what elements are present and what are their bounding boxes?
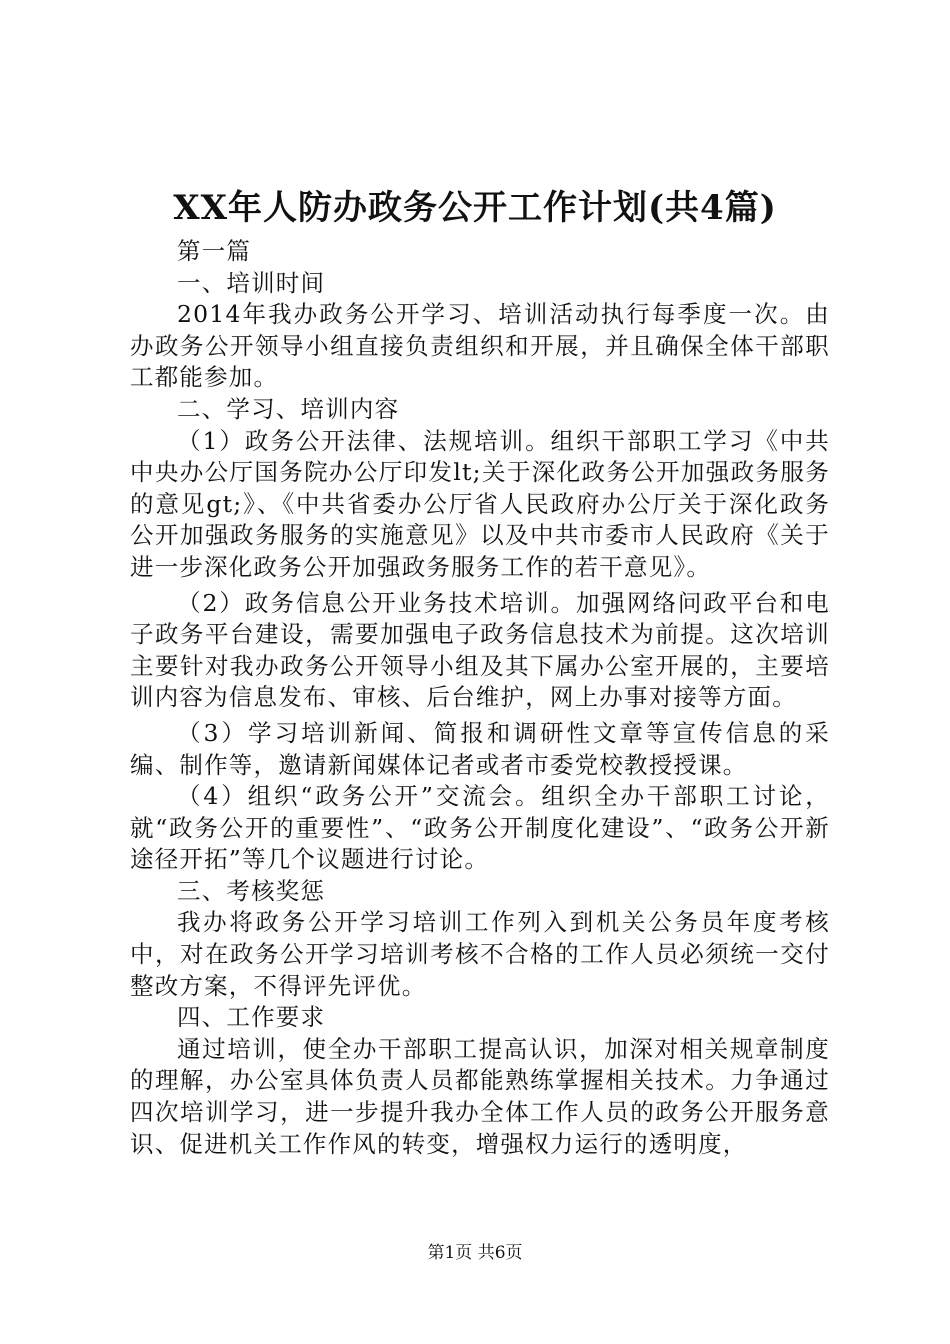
paragraph: （4）组织“政务公开”交流会。组织全办干部职工讨论，就“政务公开的重要性”、“政务公开制度化建设”、“政务公开新途径开拓”等几个议题进行讨论。: [130, 782, 830, 874]
paragraph: （1）政务公开法律、法规培训。组织干部职工学习《中共中央办公厅国务院办公厅印发lt;关于深化政务公开加强政务服务的意见gt;》、《中共省委办公厅省人民政府办公厅关于深化政务公开加强政务服务的实施意见》以及中共市委市人民政府《关于进一步深化政务公开加强政务服务工作的若干意见》。: [130, 426, 830, 581]
section-heading: 三、考核奖惩: [177, 876, 326, 905]
paragraph: （2）政务信息公开业务技术培训。加强网络问政平台和电子政务平台建设，需要加强电子政务信息技术为前提。这次培训主要针对我办政务公开领导小组及其下属办公室开展的，主要培训内容为信息发布、审核、后台维护，网上办事对接等方面。: [130, 588, 830, 712]
paragraph: 通过培训，使全办干部职工提高认识，加深对相关规章制度的理解，办公室具体负责人员都能熟练掌握相关技术。力争通过四次培训学习，进一步提升我办全体工作人员的政务公开服务意识、促进机关工作作风的转变，增强权力运行的透明度，: [130, 1034, 830, 1158]
section-label: 第一篇: [177, 237, 252, 265]
section-heading: 四、工作要求: [177, 1003, 326, 1032]
document-body: [130, 236, 830, 1160]
page-number: 第1页 共6页: [427, 1243, 523, 1263]
document-title: XX年人防办政务公开工作计划(共4篇): [173, 188, 777, 228]
paragraph: 2014年我办政务公开学习、培训活动执行每季度一次。由办政务公开领导小组直接负责组织和开展，并且确保全体干部职工都能参加。: [130, 300, 830, 392]
section-heading: 一、培训时间: [177, 268, 326, 297]
section-heading: 二、学习、培训内容: [177, 394, 400, 423]
paragraph: （3）学习培训新闻、简报和调研性文章等宣传信息的采编、制作等，邀请新闻媒体记者或者市委党校教授授课。: [130, 718, 830, 779]
paragraph: 我办将政务公开学习培训工作列入到机关公务员年度考核中，对在政务公开学习培训考核不合格的工作人员必须统一交付整改方案，不得评先评优。: [130, 908, 830, 1000]
